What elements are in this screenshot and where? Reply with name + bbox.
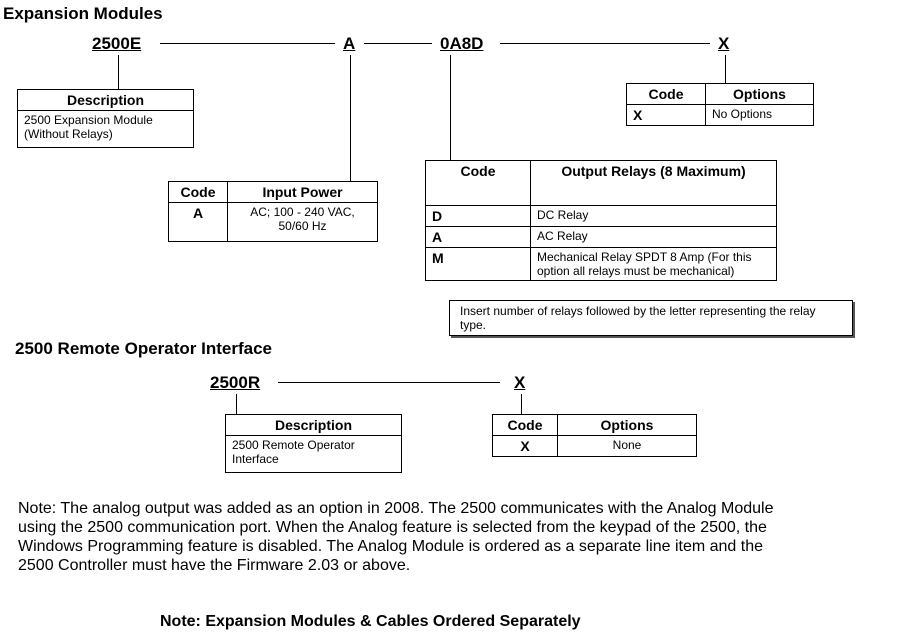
table-header: Input Power — [228, 182, 378, 203]
part-code-options: X — [514, 373, 526, 392]
input-power-code: A — [169, 203, 228, 242]
table-header: Output Relays (8 Maximum) — [531, 161, 777, 206]
connector-line — [236, 394, 237, 414]
table-header: Code — [169, 182, 228, 203]
relay-code: A — [426, 227, 531, 248]
input-power-description: AC; 100 - 240 VAC, 50/60 Hz — [228, 203, 378, 242]
table-header: Description — [226, 415, 402, 436]
section-title-remote-operator: 2500 Remote Operator Interface — [15, 339, 272, 358]
part-code-relays: 0A8D — [440, 34, 484, 53]
option-code: X — [627, 105, 706, 126]
connector-line — [450, 55, 451, 160]
option-code: X — [493, 436, 558, 457]
relay-description: DC Relay — [531, 206, 777, 227]
options-table — [626, 83, 814, 126]
connector-line — [118, 55, 119, 89]
relay-code: D — [426, 206, 531, 227]
connector-line — [160, 43, 335, 44]
part-code-input-power: A — [343, 34, 356, 53]
part-code-2500e: 2500E — [92, 34, 142, 53]
connector-line — [364, 43, 432, 44]
section-title-expansion-modules: Expansion Modules — [3, 4, 163, 23]
table-header: Options — [558, 415, 697, 436]
connector-line — [278, 382, 500, 383]
description-value: 2500 Expansion Module (Without Relays) — [18, 111, 194, 148]
analog-note: Note: The analog output was added as an option in 2008. The 2500 communicates with the Analog Module using the 2500 communication port. When the Analog feature is selected from the keypad of the 2500, the Windows Programming feature is disabled. The Analog Module is ordered as a separate line item and the 2500 Controller must have the Firmware 2.03 or above. — [18, 500, 774, 574]
table-header: Code — [426, 161, 531, 206]
footer-note: Note: Expansion Modules & Cables Ordered Separately — [160, 613, 581, 630]
table-row — [426, 227, 777, 248]
table-header: Code — [627, 84, 706, 105]
relay-description: AC Relay — [531, 227, 777, 248]
connector-line — [350, 55, 351, 181]
table-header: Options — [706, 84, 814, 105]
option-description: None — [558, 436, 697, 457]
table-row — [426, 206, 777, 227]
relay-description: Mechanical Relay SPDT 8 Amp (For this option all relays must be mechanical) — [531, 248, 777, 281]
connector-line — [521, 394, 522, 414]
part-code-2500r: 2500R — [210, 373, 261, 392]
relay-code: M — [426, 248, 531, 281]
remote-options-table — [492, 414, 697, 457]
relay-note: Insert number of relays followed by the letter representing the relay type. — [449, 300, 853, 336]
remote-description-table — [225, 414, 402, 473]
option-description: No Options — [706, 105, 814, 126]
table-header: Code — [493, 415, 558, 436]
table-header: Description — [18, 90, 194, 111]
table-row — [426, 248, 777, 281]
part-code-options: X — [718, 34, 730, 53]
input-power-table — [168, 181, 378, 242]
connector-line — [725, 55, 726, 83]
connector-line — [500, 43, 710, 44]
description-table — [17, 89, 194, 148]
output-relays-table — [425, 160, 777, 281]
description-value: 2500 Remote Operator Interface — [226, 436, 402, 473]
